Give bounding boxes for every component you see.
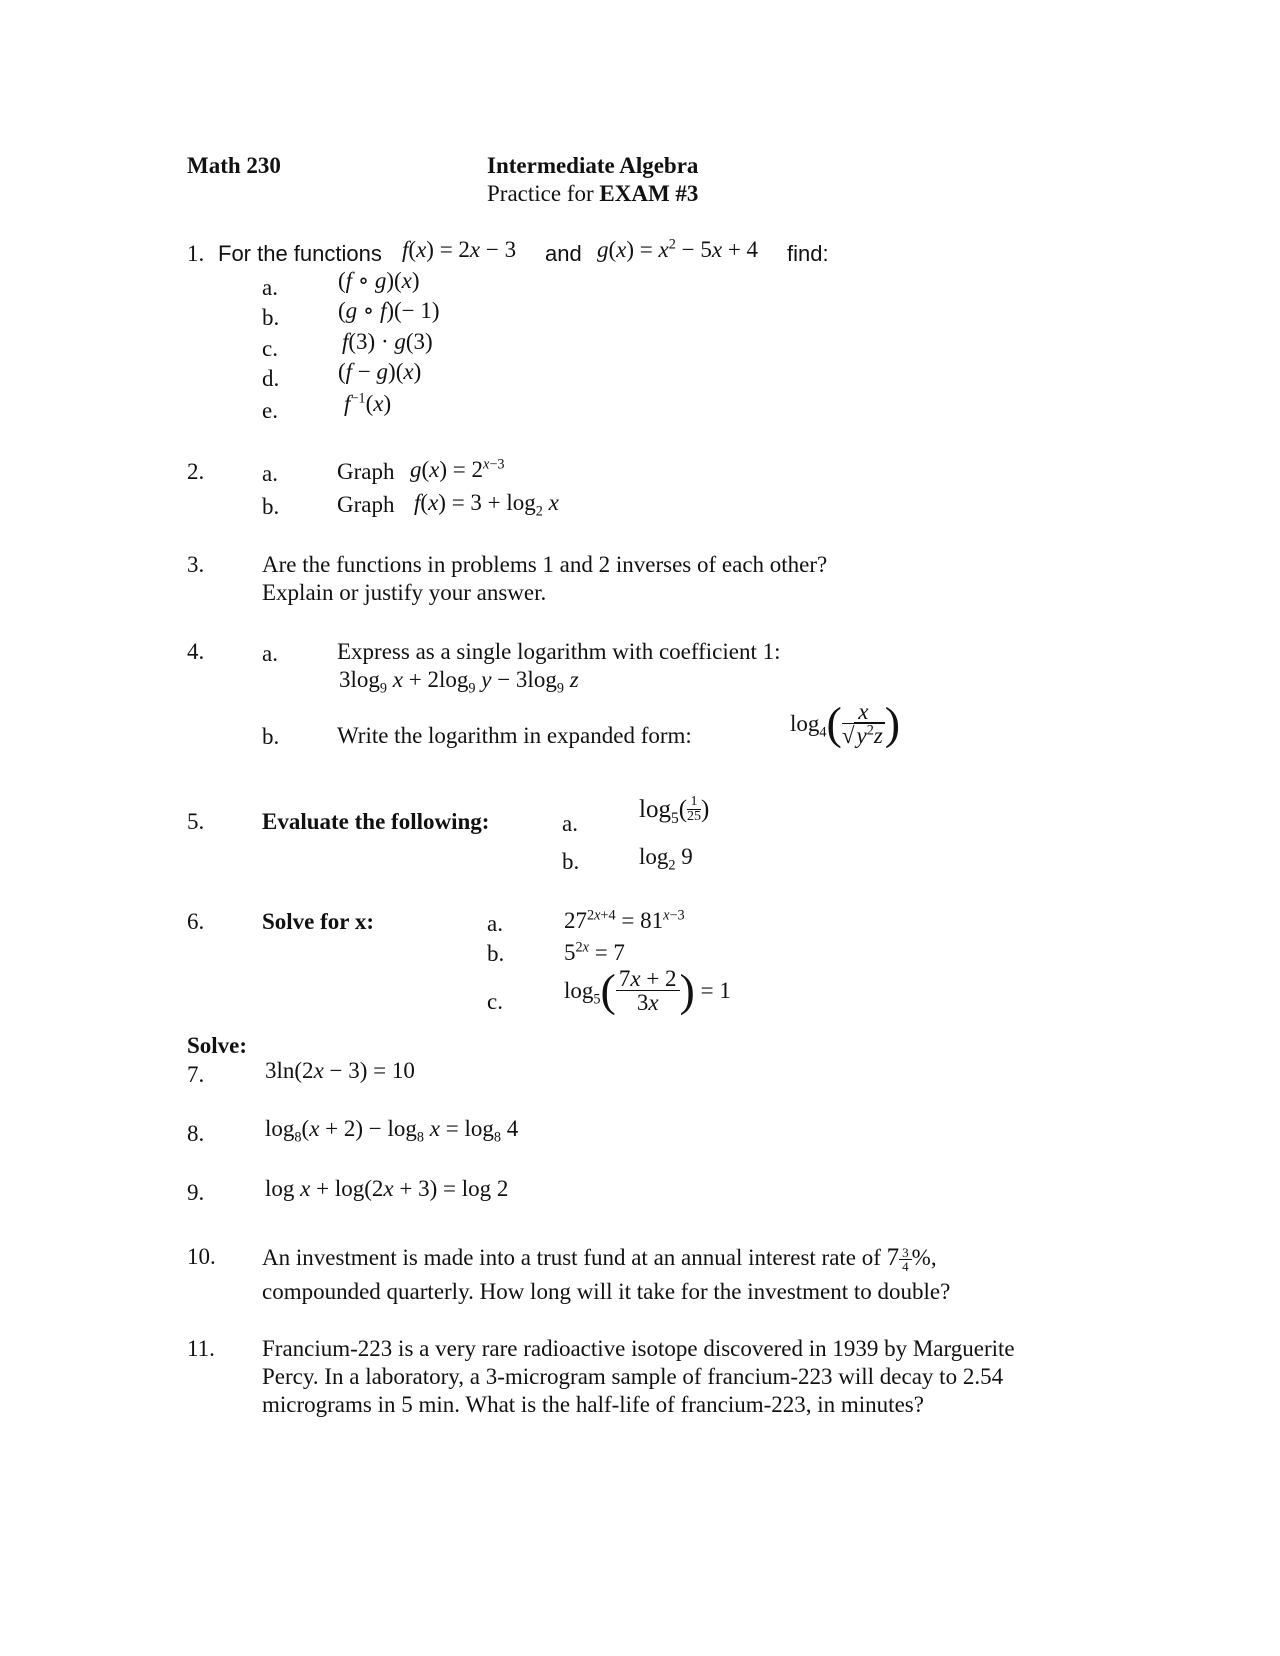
- problem-4b-expression: $\log_4$( $\frac{x}{√y^2z}$ ): [790, 697, 901, 749]
- problem-1-intro: For the functions: [218, 241, 382, 266]
- problem-4b-text: Write the logarithm in expanded form:: [337, 723, 692, 748]
- problem-4a-expression: $3\log_9$ $x + 2\log_9$ $y - 3\log_9$ z: [339, 667, 579, 697]
- problem-2b-expression: $f(x) = 3 + \log_2 x$: [414, 490, 559, 520]
- problem-10-percent: %,: [911, 1245, 937, 1270]
- problem-5-number: 5.: [187, 809, 205, 834]
- problem-5b-expression: $\log_2 9$: [639, 844, 693, 874]
- exam-subtitle: [487, 182, 698, 205]
- problem-1-f-definition: f(x) = 2x − 3: [402, 237, 517, 262]
- problem-3-line-1: Are the functions in problems 1 and 2 inverses of each other?: [262, 552, 828, 577]
- problem-10-number: 10.: [187, 1244, 216, 1269]
- problem-6c-expression: $\log_5$( $\frac{7x + 2}{3x}$ ) = 1: [564, 964, 731, 1016]
- problem-7-number: 7.: [187, 1062, 205, 1087]
- problem-5a-expression: $\log_5$( $\frac{1}{25}$ ): [639, 794, 710, 827]
- problem-1a-label: a.: [262, 275, 278, 300]
- problem-10-line-1: [262, 1245, 937, 1273]
- problem-2-number: 2.: [187, 459, 205, 484]
- problem-5-text: Evaluate the following:: [262, 809, 490, 834]
- problem-10-line-1-text: An investment is made into a trust fund at an annual interest rate of: [262, 1245, 881, 1270]
- problem-4-number: 4.: [187, 639, 205, 664]
- problem-2b-text: Graph: [337, 492, 395, 517]
- problem-1c-label: c.: [262, 336, 278, 361]
- subtitle-exam: EXAM #3: [599, 181, 699, 206]
- problem-6b-expression: $5^{2x} = 7$: [564, 939, 625, 965]
- problem-4b-label: b.: [262, 724, 280, 749]
- problem-9-expression: log x + log(2x + 3) = log 2: [265, 1176, 509, 1201]
- problem-3-line-2: Explain or justify your answer.: [262, 580, 547, 605]
- problem-1e-label: e.: [262, 398, 278, 423]
- problem-1-g-definition: $g(x) = x^2 - 5x + 4$: [597, 236, 759, 262]
- course-name: Math 230: [187, 153, 281, 178]
- problem-5a-label: a.: [562, 811, 578, 836]
- problem-1-number: 1.: [187, 241, 205, 266]
- problem-2a-expression: $g(x) = 2^{x-3}$: [410, 456, 505, 482]
- problem-2a-text: Graph: [337, 459, 395, 484]
- problem-3-number: 3.: [187, 552, 205, 577]
- problem-11-line-2: Percy. In a laboratory, a 3-microgram sample of francium-223 will decay to 2.54: [262, 1364, 1004, 1389]
- problem-6-number: 6.: [187, 909, 205, 934]
- problem-6b-label: b.: [487, 941, 505, 966]
- problem-10-line-2: compounded quarterly. How long will it take for the investment to double?: [262, 1279, 951, 1304]
- problem-11-number: 11.: [187, 1336, 215, 1361]
- problem-11-line-3: micrograms in 5 min. What is the half-life of francium-223, in minutes?: [262, 1392, 924, 1417]
- problem-6a-expression: $27^{2x+4} = 81^{x-3}$: [564, 907, 685, 933]
- problem-1d-label: d.: [262, 366, 280, 391]
- problem-1-and: and: [545, 241, 582, 266]
- problem-1d-expression: (f − g)(x): [338, 359, 422, 384]
- problem-1-find: find:: [787, 241, 829, 266]
- problem-2a-label: a.: [262, 461, 278, 486]
- problem-8-number: 8.: [187, 1121, 205, 1146]
- problem-5b-label: b.: [562, 849, 580, 874]
- problem-1e-expression: $f^{-1}(x)$: [344, 390, 392, 416]
- problem-2b-label: b.: [262, 494, 280, 519]
- course-title: Intermediate Algebra: [487, 153, 699, 178]
- problem-10-rate: 7 $\frac{3}{4}$: [887, 1244, 912, 1271]
- problem-1b-expression: (g ∘ f)(− 1): [338, 298, 440, 323]
- problem-4a-label: a.: [262, 641, 278, 666]
- problem-6a-label: a.: [487, 911, 503, 936]
- problem-9-number: 9.: [187, 1180, 205, 1205]
- problem-8-expression: $\log_8(x + 2) - \log_8 x = \log_8 4$: [265, 1116, 519, 1146]
- subtitle-prefix: Practice for: [487, 181, 600, 206]
- solve-heading: Solve:: [187, 1033, 248, 1058]
- problem-6-text: Solve for x:: [262, 909, 375, 934]
- problem-1a-expression: (f ∘ g)(x): [338, 268, 420, 293]
- problem-6c-label: c.: [487, 989, 503, 1014]
- problem-1b-label: b.: [262, 305, 280, 330]
- problem-11-line-1: Francium-223 is a very rare radioactive isotope discovered in 1939 by Marguerite: [262, 1336, 1015, 1361]
- problem-7-expression: 3ln(2x − 3) = 10: [265, 1058, 415, 1083]
- problem-1c-expression: f(3) · g(3): [342, 329, 433, 354]
- problem-4a-text: Express as a single logarithm with coefficient 1:: [337, 639, 781, 664]
